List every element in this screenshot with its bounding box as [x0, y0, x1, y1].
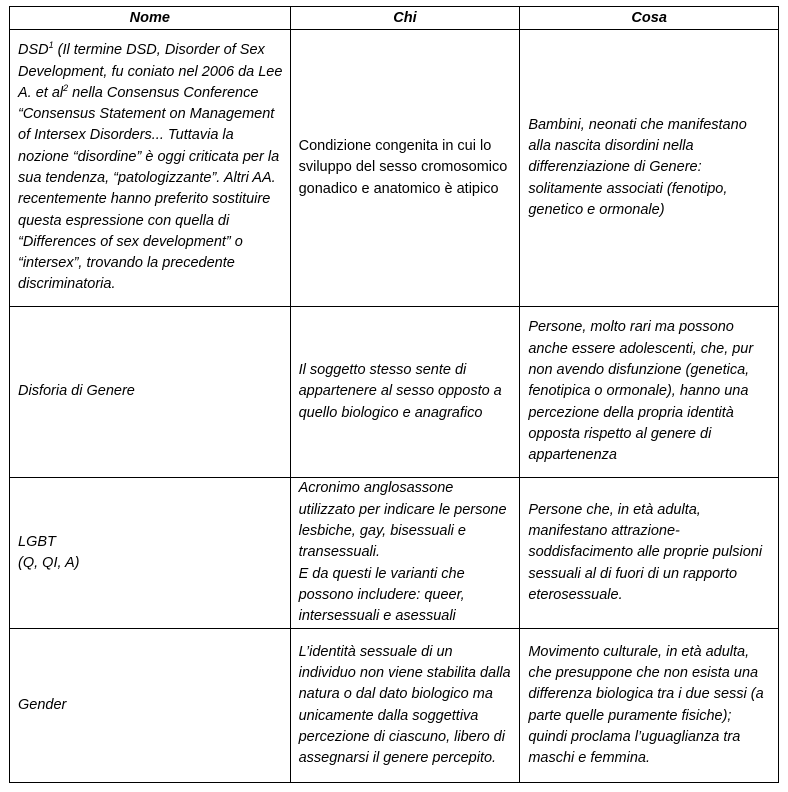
- dsd-definition-part-1: (Il termine DSD, Disorder of Sex Development, fu coniato nel 2006 da Lee A. et al: [18, 42, 283, 101]
- lgbt-variants: (Q, QI, A): [18, 555, 80, 571]
- table-row: [10, 478, 779, 629]
- cell-cosa-gender: Movimento culturale, in età adulta, che presuppone che non esista una differenza biologica tra i due sessi (a parte quelle puramente fisiche); quindi proclama l’uguaglianza tra maschi e femmina.: [520, 629, 779, 783]
- dsd-term: DSD: [18, 42, 49, 59]
- lgbt-chi-line-2: E da questi le varianti che possono includere: queer, intersessuali e asessuali: [298, 565, 465, 625]
- definitions-table: [9, 6, 779, 783]
- footnote-ref-2: 2: [63, 82, 69, 93]
- cell-chi-dsd: Condizione congenita in cui lo sviluppo del sesso cromosomico gonadico e anatomico è atipico: [290, 30, 520, 307]
- table-row: [10, 629, 779, 783]
- cell-nome-lgbt: [10, 478, 291, 629]
- cell-cosa-disforia: Persone, molto rari ma possono anche essere adolescenti, che, pur non avendo disfunzione (genetica, fenotipica o ormonale), hanno una percezione della propria identità opposta rispetto al genere di appartenenza: [520, 307, 779, 478]
- cell-nome-disforia: Disforia di Genere: [10, 307, 291, 478]
- cell-chi-disforia: Il soggetto stesso sente di appartenere al sesso opposto a quello biologico e anagrafico: [290, 307, 520, 478]
- lgbt-chi-line-1: Acronimo anglosassone utilizzato per indicare le persone lesbiche, gay, bisessuali e transessuali.: [298, 480, 507, 561]
- cell-chi-gender: L’identità sessuale di un individuo non viene stabilita dalla natura o dal dato biologico ma unicamente dalla soggettiva percezione di ciascuno, libero di assegnarsi il genere percepito.: [290, 629, 520, 783]
- header-cosa: Cosa: [520, 7, 779, 30]
- cell-chi-lgbt: [290, 478, 520, 629]
- header-nome: Nome: [10, 7, 291, 30]
- cell-cosa-dsd: Bambini, neonati che manifestano alla nascita disordini nella differenziazione di Genere: solitamente associati (fenotipo, genetico e ormonale): [520, 30, 779, 307]
- footnote-ref-1: 1: [48, 40, 54, 51]
- cell-cosa-lgbt: Persone che, in età adulta, manifestano attrazione-soddisfacimento alle proprie pulsioni sessuali al di fuori di un rapporto eterosessuale.: [520, 478, 779, 629]
- table-row: [10, 307, 779, 478]
- cell-nome-dsd: [10, 30, 291, 307]
- header-chi: Chi: [290, 7, 520, 30]
- dsd-definition-part-2: nella Consensus Conference “Consensus Statement on Management of Intersex Disorders... Tuttavia la nozione “disordine” è oggi criticata per la sua tendenza, “patologizzante”. Altri AA. recentemente hanno preferito sostituire questa espressione con quella di “Differences of sex development” o “intersex”, trovando la precedente discriminatoria.: [18, 84, 280, 293]
- header-row: [10, 7, 779, 30]
- lgbt-acronym: LGBT: [18, 533, 56, 550]
- cell-nome-gender: Gender: [10, 629, 291, 783]
- table-row: [10, 30, 779, 307]
